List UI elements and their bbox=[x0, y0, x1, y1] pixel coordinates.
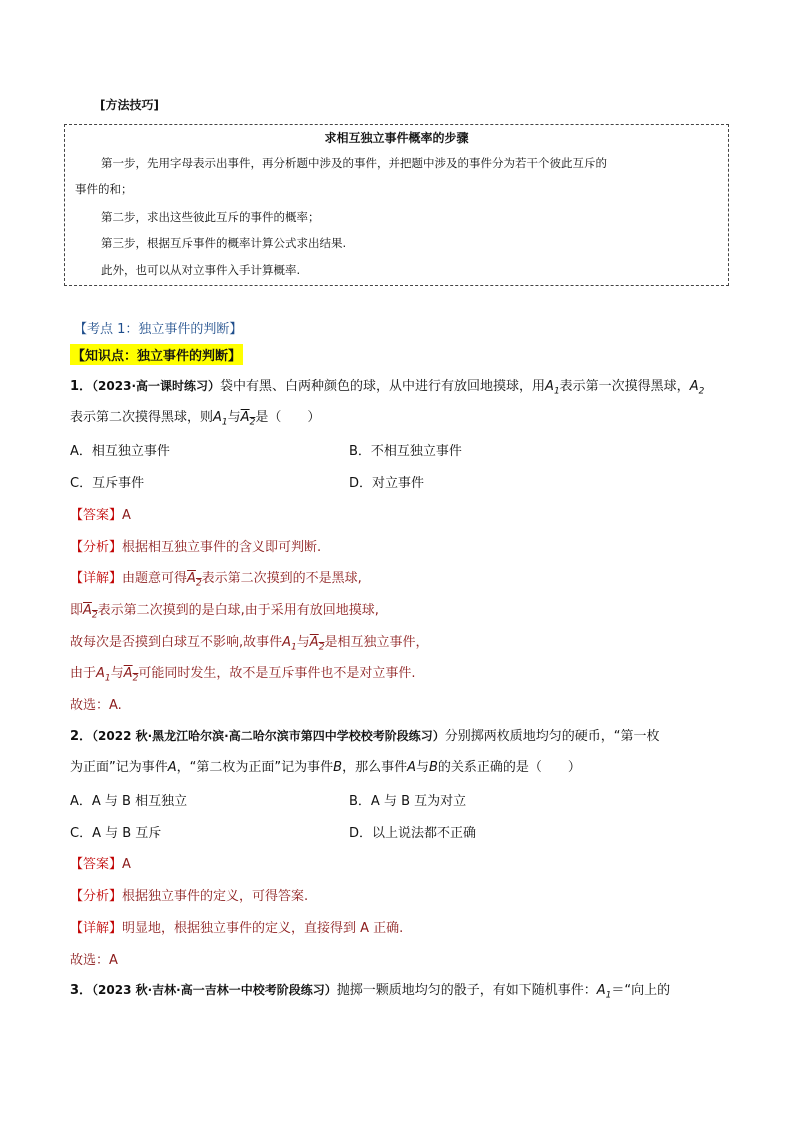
q3-number: 3． bbox=[70, 983, 93, 998]
q1-symbol-a1: $A_1$ bbox=[545, 379, 560, 397]
q1-analysis bbox=[70, 536, 321, 555]
method-note: 此外，也可以从对立事件入手计算概率. bbox=[101, 263, 301, 277]
q2-text2-d: 与 bbox=[415, 760, 429, 775]
q1-detail4-b: 与 bbox=[110, 666, 124, 681]
q1-option-b: B．不相互独立事件 bbox=[349, 444, 462, 459]
q1-symbol-a1: $A_1$ bbox=[96, 666, 111, 684]
q1-symbol-a2: $A_2$ bbox=[689, 379, 705, 397]
q2-analysis-text: 根据独立事件的定义，可得答案. bbox=[122, 889, 309, 904]
q2-analysis bbox=[70, 885, 308, 904]
q1-option-a: A．相互独立事件 bbox=[70, 444, 170, 459]
q2-answer bbox=[70, 853, 131, 872]
q1-detail-tag: 【详解】 bbox=[70, 571, 123, 586]
method-step-3: 第三步，根据互斥事件的概率计算公式求出结果. bbox=[101, 236, 347, 250]
q2-symbol-b: B bbox=[333, 760, 343, 775]
q1-detail4-c: 可能同时发生，故不是互斥事件也不是对立事件. bbox=[138, 666, 416, 681]
method-step-1: 第一步，先用字母表示出事件，再分析题中涉及的事件，并把题中涉及的事件分为若干个彼此互斥的 bbox=[101, 156, 607, 170]
q1-number: 1． bbox=[70, 379, 93, 394]
q1-detail-line4 bbox=[70, 662, 415, 684]
q2-text2-a: 为正面”记为事件 bbox=[70, 760, 168, 775]
q1-option-c: C．互斥事件 bbox=[70, 476, 145, 491]
q3-source: （2023 秋·吉林·高一吉林一中校考阶段练习） bbox=[92, 983, 337, 997]
q2-detail-text: 明显地，根据独立事件的定义，直接得到 A 正确. bbox=[122, 921, 404, 936]
q1-detail4-a: 由于 bbox=[70, 666, 97, 681]
q1-line2-b: 与 bbox=[227, 410, 241, 425]
q3-text: 抛掷一颗质地均匀的骰子，有如下随机事件： bbox=[336, 983, 597, 998]
q2-text2-e: 的关系正确的是（ ） bbox=[437, 760, 581, 775]
q2-detail bbox=[70, 917, 403, 936]
q2-option-a: A．A 与 B 相互独立 bbox=[70, 794, 188, 809]
q2-answer-value: A bbox=[122, 857, 131, 872]
q2-stem-line2 bbox=[70, 758, 581, 778]
method-box bbox=[64, 124, 729, 286]
kaodian-title: 【考点 1：独立事件的判断】 bbox=[74, 322, 243, 337]
q3-symbol-a1: $A_1$ bbox=[596, 983, 612, 1001]
q2-answer-tag: 【答案】 bbox=[70, 857, 123, 872]
q1-line2-c: 是（ ） bbox=[255, 410, 321, 425]
method-label: [方法技巧] bbox=[100, 98, 159, 112]
q2-choose: 故选：A bbox=[70, 953, 118, 968]
q1-text-b: 表示第一次摸得黑球， bbox=[559, 379, 690, 394]
q1-source: （2023·高一课时练习） bbox=[92, 379, 221, 393]
q1-line2-a: 表示第二次摸得黑球，则 bbox=[70, 410, 214, 425]
q2-option-c: C．A 与 B 互斥 bbox=[70, 826, 162, 841]
q3-stem-line1 bbox=[70, 980, 670, 1006]
q1-text-a: 袋中有黑、白两种颜色的球，从中进行有放回地摸球，用 bbox=[220, 379, 546, 394]
q1-stem-line1 bbox=[70, 376, 704, 402]
q2-text1: 分别掷两枚质地均匀的硬币，“第一枚 bbox=[444, 729, 660, 744]
q1-detail1-b: 表示第二次摸到的不是黑球, bbox=[201, 571, 362, 586]
q1-detail3-b: 与 bbox=[296, 635, 310, 650]
q2-text2-b: ，“第二枚为正面”记为事件 bbox=[176, 760, 334, 775]
q2-symbol-b: B bbox=[429, 760, 438, 775]
q1-choose: 故选：A. bbox=[70, 698, 122, 713]
q1-symbol-a2-bar: $A_2$ bbox=[309, 635, 325, 653]
q1-answer-value: A bbox=[122, 508, 131, 523]
q1-detail-line2 bbox=[70, 599, 379, 621]
q2-analysis-tag: 【分析】 bbox=[70, 889, 123, 904]
q3-text-end: ＝“向上的 bbox=[611, 983, 671, 998]
q2-detail-tag: 【详解】 bbox=[70, 921, 123, 936]
q1-detail3-c: 是相互独立事件， bbox=[324, 635, 429, 650]
q2-symbol-a: A bbox=[407, 760, 416, 775]
q1-detail2-b: 表示第二次摸到的是白球,由于采用有放回地摸球, bbox=[97, 603, 379, 618]
q1-symbol-a1: $A_1$ bbox=[282, 635, 297, 653]
q2-text2-c: ，那么事件 bbox=[342, 760, 408, 775]
q2-option-d: D．以上说法都不正确 bbox=[349, 826, 477, 841]
q1-symbol-a2-bar: $A_2$ bbox=[187, 571, 202, 589]
method-title: 求相互独立事件概率的步骤 bbox=[324, 131, 469, 145]
method-step-2: 第二步，求出这些彼此互斥的事件的概率； bbox=[101, 210, 320, 224]
q2-option-b: B．A 与 B 互为对立 bbox=[349, 794, 467, 809]
q1-detail-line1 bbox=[70, 567, 362, 589]
q1-analysis-text: 根据相互独立事件的含义即可判断. bbox=[122, 540, 322, 555]
q1-detail2-a: 即 bbox=[70, 603, 84, 618]
q1-answer bbox=[70, 504, 131, 523]
q1-detail1-a: 由题意可得 bbox=[122, 571, 188, 586]
knowledge-point-badge: 【知识点：独立事件的判断】 bbox=[70, 344, 243, 365]
q1-stem-line2 bbox=[70, 408, 320, 433]
q1-symbol-a2-bar: $A_2$ bbox=[83, 603, 98, 621]
q1-symbol-a2-bar: $A_2$ bbox=[123, 666, 139, 684]
q1-analysis-tag: 【分析】 bbox=[70, 540, 123, 555]
q2-number: 2． bbox=[70, 729, 93, 744]
q1-detail-line3 bbox=[70, 631, 428, 653]
method-step-1-cont: 事件的和； bbox=[75, 182, 133, 196]
q1-option-d: D．对立事件 bbox=[349, 476, 425, 491]
q2-symbol-a: A bbox=[167, 760, 177, 775]
q1-symbol-a1: $A_1$ bbox=[213, 410, 228, 428]
q1-detail3-a: 故每次是否摸到白球互不影响,故事件 bbox=[70, 635, 283, 650]
q1-symbol-a2-bar: $A_2$ bbox=[240, 410, 256, 428]
q2-stem-line1 bbox=[70, 726, 660, 747]
q2-source: （2022 秋·黑龙江哈尔滨·高二哈尔滨市第四中学校校考阶段练习） bbox=[92, 729, 445, 743]
q1-answer-tag: 【答案】 bbox=[70, 508, 123, 523]
